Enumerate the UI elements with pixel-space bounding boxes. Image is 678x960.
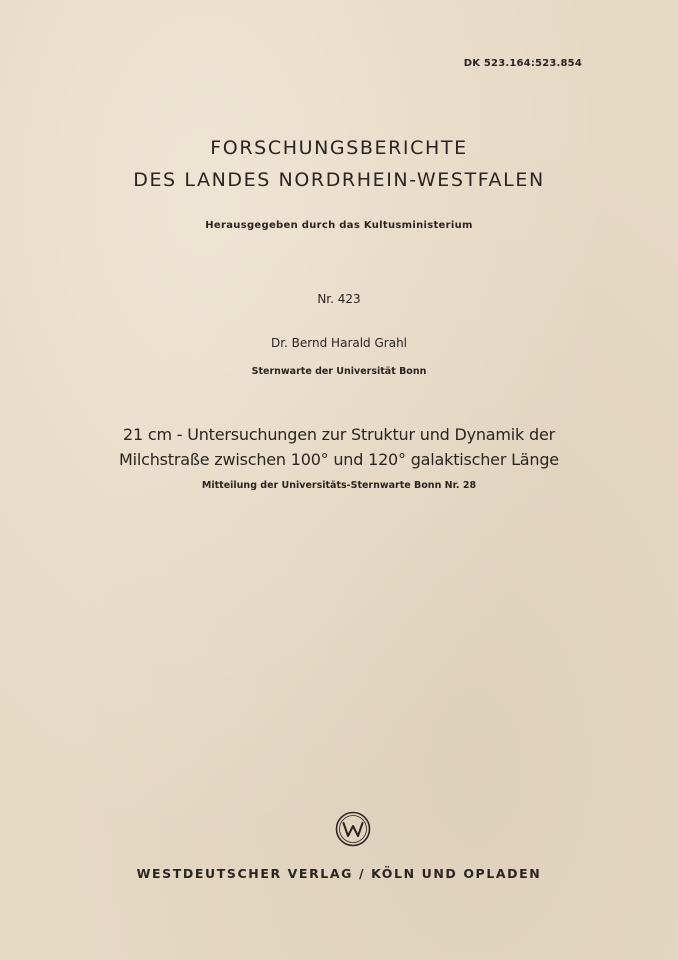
publisher-note: Herausgegeben durch das Kultusministerium: [205, 220, 473, 231]
publisher-imprint: WESTDEUTSCHER VERLAG / KÖLN UND OPLADEN: [136, 866, 542, 881]
affiliation: Sternwarte der Universität Bonn: [251, 366, 427, 377]
series-title: [0, 132, 678, 196]
series-title-line-1: FORSCHUNGSBERICHTE: [210, 137, 468, 159]
classification-code: DK 523.164:523.854: [463, 58, 582, 69]
main-title-line-1: 21 cm - Untersuchungen zur Struktur und Dynamik der: [123, 425, 555, 444]
main-title-line-2: Milchstraße zwischen 100° und 120° galaktischer Länge: [119, 450, 559, 469]
author: Dr. Bernd Harald Grahl: [270, 336, 408, 350]
westdeutscher-verlag-logo-icon: [334, 810, 372, 848]
series-title-line-2: DES LANDES NORDRHEIN-WESTFALEN: [133, 169, 545, 191]
main-title: [0, 422, 678, 472]
report-number: Nr. 423: [317, 292, 361, 306]
series-note: Mitteilung der Universitäts-Sternwarte Bonn Nr. 28: [201, 480, 477, 491]
